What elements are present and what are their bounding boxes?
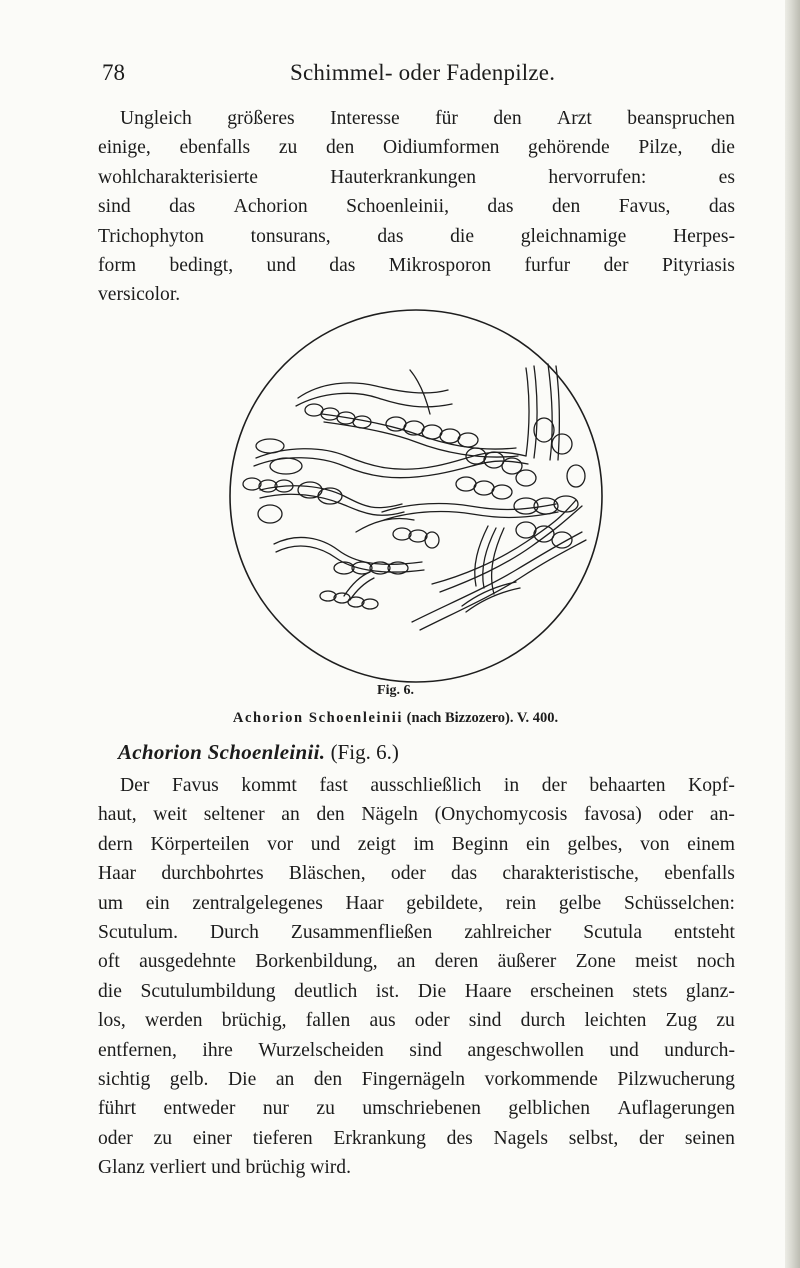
text-line: Glanz verliert und brüchig wird. — [98, 1157, 352, 1179]
figure-label: Fig. 6. — [377, 683, 414, 698]
spore-chain — [466, 448, 536, 486]
text-line: führt entweder nur zu umschriebenen gelblichen Auflagerungen — [98, 1098, 735, 1120]
hypha-thread — [356, 519, 414, 533]
hypha-thread — [276, 546, 424, 572]
hair-fragment — [492, 528, 504, 594]
text-line: los, werden brüchig, fallen aus oder sind durch leichten Zug zu — [98, 1010, 735, 1032]
hypha-thread — [274, 537, 422, 564]
text-line: haut, weit seltener an den Nägeln (Onychomycosis favosa) oder an- — [98, 804, 735, 826]
spore-chain — [386, 417, 478, 447]
text-line: oder zu einer tieferen Erkrankung des Nagels selbst, der seinen — [98, 1127, 735, 1149]
text-line: Scutulum. Durch Zusammenfließen zahlreicher Scutula entsteht — [98, 922, 735, 944]
hair-fragment — [526, 366, 537, 458]
spore-chain — [243, 478, 293, 523]
text-line: sichtig gelb. Die an den Fingernägeln vorkommende Pilzwucherung — [98, 1069, 735, 1091]
page-number: 78 — [102, 60, 125, 85]
text-line: entfernen, ihre Wurzelscheiden sind angeschwollen und undurch- — [98, 1039, 735, 1061]
section-heading — [118, 740, 399, 765]
text-line: oft ausgedehnte Borkenbildung, an deren äußerer Zone meist noch — [98, 951, 735, 973]
figure-caption-name: Achorion Schoenleinii — [232, 710, 404, 726]
hypha-thread — [254, 458, 528, 478]
spore-chain — [516, 522, 572, 548]
figure-caption-source: (nach Bizzozero). V. 400. — [406, 710, 559, 726]
spore-chain — [320, 591, 378, 609]
figure-reference: (Fig. 6.) — [330, 740, 399, 764]
text-line: Trichophyton tonsurans, das die gleichnamige Herpes- — [98, 225, 735, 247]
text-line: die Scutulumbildung deutlich ist. Die Haare erscheinen stets glanz- — [98, 980, 735, 1002]
micrograph-figure — [226, 306, 606, 686]
running-title: Schimmel- oder Fadenpilze. — [290, 60, 556, 85]
hypha-thread — [298, 383, 448, 398]
spore-chain — [393, 528, 439, 548]
hypha-thread — [382, 504, 556, 512]
text-line: Haar durchbohrtes Bläschen, oder das charakteristische, ebenfalls — [98, 863, 735, 885]
text-line: Der Favus kommt fast ausschließlich in der behaarten Kopf- — [120, 775, 735, 796]
hypha-thread — [324, 422, 518, 457]
text-line: sind das Achorion Schoenleinii, das den Favus, das — [98, 196, 735, 218]
page-header — [0, 60, 785, 90]
hair-fragment — [548, 364, 559, 460]
hypha-thread — [440, 506, 582, 592]
section-title: Achorion Schoenleinii. — [118, 740, 326, 764]
section-paragraph — [98, 771, 735, 1183]
text-line: wohlcharakterisierte Hauterkrankungen hervorrufen: es — [98, 166, 735, 188]
text-line: versicolor. — [98, 284, 181, 306]
hypha-thread — [344, 572, 370, 596]
figure-caption — [0, 710, 785, 727]
page-edge — [785, 0, 800, 1268]
text-line: dern Körperteilen vor und zeigt im Beginn ein gelbes, von einem — [98, 833, 735, 855]
intro-paragraph — [98, 104, 735, 310]
text-line: um ein zentralgelegenes Haar gebildete, rein gelbe Schüsselchen: — [98, 892, 735, 914]
text-line: Ungleich größeres Interesse für den Arzt beanspruchen — [120, 108, 735, 129]
microscope-field-outline — [230, 310, 602, 682]
text-line: form bedingt, und das Mikrosporon furfur der Pityriasis — [98, 255, 735, 277]
text-line: einige, ebenfalls zu den Oidiumformen gehörende Pilze, die — [98, 137, 735, 159]
spore-chain — [256, 439, 302, 474]
hair-fragment — [475, 526, 496, 588]
